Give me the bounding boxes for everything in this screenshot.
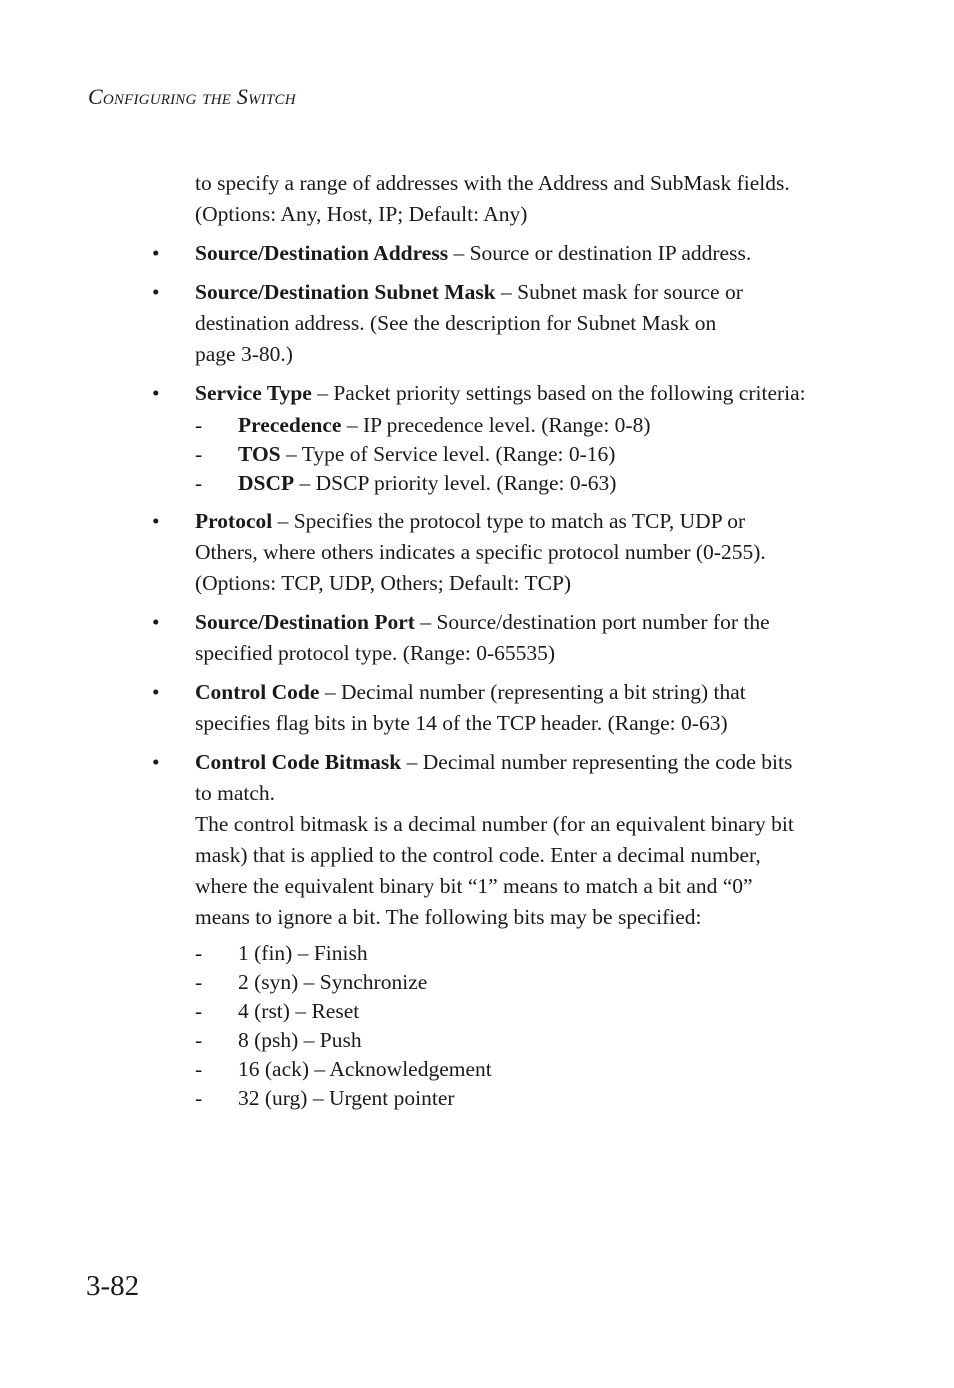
description-text: Others, where others indicates a specific protocol number (0-255).	[195, 540, 766, 564]
term-label: Precedence	[238, 413, 342, 437]
dash-icon: -	[195, 999, 203, 1023]
service-type-sublist	[195, 411, 855, 498]
intro-line: (Options: Any, Host, IP; Default: Any)	[195, 202, 528, 226]
term-label: Control Code	[195, 680, 320, 704]
term-label: Control Code Bitmask	[195, 750, 402, 774]
page-number: 3-82	[86, 1270, 140, 1302]
bit-text: 16 (ack) – Acknowledgement	[238, 1057, 492, 1081]
dash-icon: -	[195, 1057, 203, 1081]
term-label: TOS	[238, 442, 281, 466]
bullet-icon: •	[152, 509, 160, 533]
sublist-item-dscp	[195, 469, 855, 498]
bullet-icon: •	[152, 750, 160, 774]
description-text: – Source or destination IP address.	[448, 241, 752, 265]
bullet-source-destination-port	[152, 607, 855, 669]
bit-item	[195, 1055, 855, 1084]
description-text: – Specifies the protocol type to match as TCP, UDP or	[272, 509, 746, 533]
bullet-control-code-bitmask	[152, 747, 855, 1113]
bit-item	[195, 968, 855, 997]
description-text: specified protocol type. (Range: 0-65535)	[195, 641, 556, 665]
description-text: – DSCP priority level. (Range: 0-63)	[294, 471, 617, 495]
description-text: destination address. (See the description for Subnet Mask on	[195, 311, 717, 335]
bit-item	[195, 1026, 855, 1055]
dash-icon: -	[195, 941, 203, 965]
running-head: Configuring the Switch	[88, 84, 296, 109]
dash-icon: -	[195, 442, 203, 466]
bit-text: 8 (psh) – Push	[238, 1028, 362, 1052]
bit-text: 1 (fin) – Finish	[238, 941, 368, 965]
bit-text: 4 (rst) – Reset	[238, 999, 360, 1023]
description-text: where the equivalent binary bit “1” means to match a bit and “0”	[195, 874, 753, 898]
term-label: Service Type	[195, 381, 312, 405]
bullet-icon: •	[152, 241, 160, 265]
term-label: Source/Destination Port	[195, 610, 415, 634]
sublist-item-precedence	[195, 411, 855, 440]
bullet-service-type	[152, 378, 855, 498]
bullet-protocol	[152, 506, 855, 599]
bullet-subnet-mask	[152, 277, 855, 370]
description-text: to match.	[195, 781, 276, 805]
bit-item	[195, 997, 855, 1026]
description-text: specifies flag bits in byte 14 of the TCP header. (Range: 0-63)	[195, 711, 728, 735]
bullet-icon: •	[152, 381, 160, 405]
bullet-icon: •	[152, 280, 160, 304]
term-label: Protocol	[195, 509, 273, 533]
description-text: mask) that is applied to the control code. Enter a decimal number,	[195, 843, 761, 867]
dash-icon: -	[195, 1086, 203, 1110]
bitmask-bits-list	[195, 939, 855, 1113]
bit-text: 2 (syn) – Synchronize	[238, 970, 428, 994]
sublist-item-tos	[195, 440, 855, 469]
description-text: – IP precedence level. (Range: 0-8)	[341, 413, 651, 437]
intro-line: to specify a range of addresses with the Address and SubMask fields.	[195, 171, 790, 195]
dash-icon: -	[195, 970, 203, 994]
bullet-control-code	[152, 677, 855, 739]
bit-item	[195, 939, 855, 968]
description-text: (Options: TCP, UDP, Others; Default: TCP)	[195, 571, 572, 595]
dash-icon: -	[195, 413, 203, 437]
bit-item	[195, 1084, 855, 1113]
term-label: Source/Destination Subnet Mask	[195, 280, 496, 304]
description-text: – Decimal number representing the code bits	[401, 750, 793, 774]
description-text: – Source/destination port number for the	[414, 610, 770, 634]
page-content	[152, 168, 855, 1121]
description-text: – Subnet mask for source or	[495, 280, 743, 304]
term-label: Source/Destination Address	[195, 241, 449, 265]
bullet-icon: •	[152, 610, 160, 634]
description-text: – Packet priority settings based on the following criteria:	[311, 381, 806, 405]
description-text: – Type of Service level. (Range: 0-16)	[280, 442, 616, 466]
dash-icon: -	[195, 1028, 203, 1052]
term-label: DSCP	[238, 471, 295, 495]
bullet-source-destination-address	[152, 238, 855, 269]
bit-text: 32 (urg) – Urgent pointer	[238, 1086, 455, 1110]
description-text: means to ignore a bit. The following bits may be specified:	[195, 905, 702, 929]
description-text: page 3-80.)	[195, 342, 293, 366]
dash-icon: -	[195, 471, 203, 495]
bullet-icon: •	[152, 680, 160, 704]
description-text: The control bitmask is a decimal number (for an equivalent binary bit	[195, 812, 794, 836]
intro-paragraph	[195, 168, 855, 230]
description-text: – Decimal number (representing a bit string) that	[319, 680, 746, 704]
